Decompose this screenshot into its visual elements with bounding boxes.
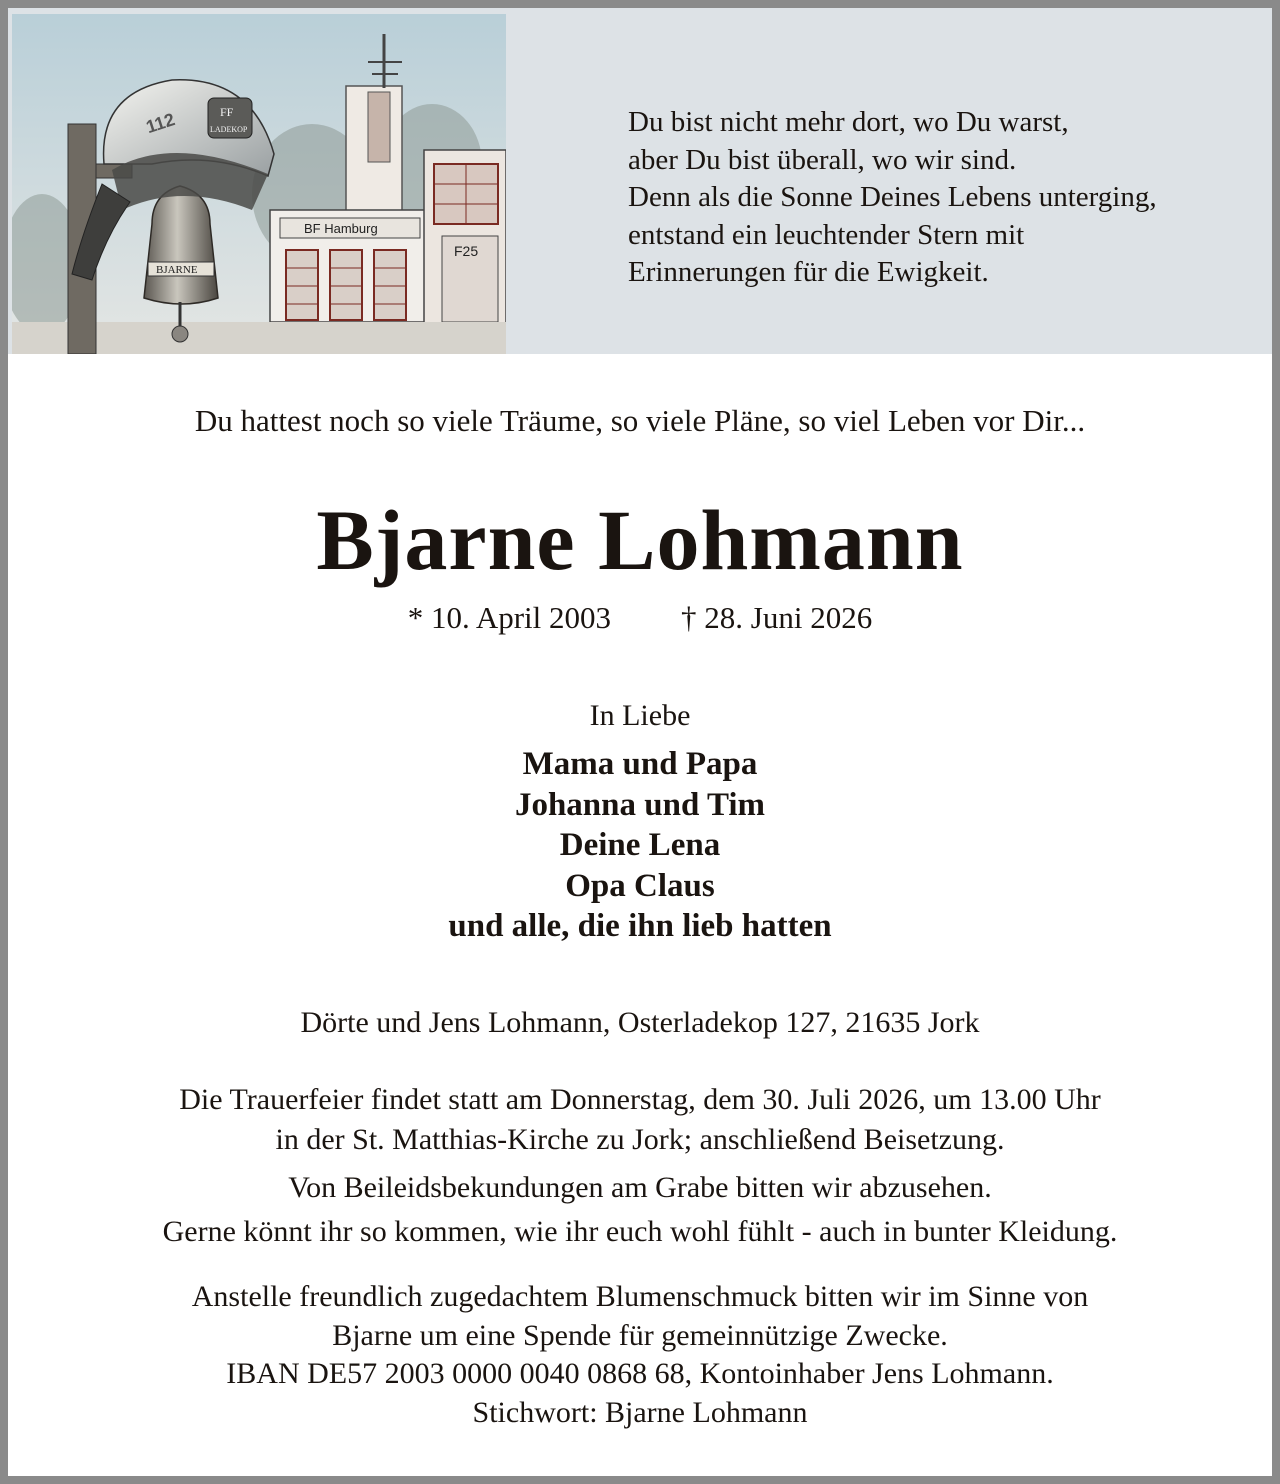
family-address: Dörte und Jens Lohmann, Osterladekop 127, 21635 Jork [300,1006,980,1039]
death-date: † 28. Juni 2026 [681,600,873,635]
service-line: Die Trauerfeier findet statt am Donnerstag, dem 30. Juli 2026, um 13.00 Uhr [179,1083,1101,1116]
mourner-line: und alle, die ihn lieb hatten [448,908,832,944]
mourner-line: Opa Claus [565,867,715,904]
donation-iban: IBAN DE57 2003 0000 0040 0868 68, Kontoinhaber Jens Lohmann. [226,1357,1054,1390]
poem-line: Erinnerungen für die Ewigkeit. [628,256,989,288]
helmet-number-text: 112 [143,109,178,138]
in-love-heading: In Liebe [589,699,691,732]
poem-line: Du bist nicht mehr dort, wo Du warst, [628,106,1069,138]
bell-label-text: BJARNE [156,264,198,276]
mourner-line: Johanna und Tim [514,786,766,823]
firefighter-illustration [12,14,506,354]
poem [628,104,1248,292]
condolence-line: Gerne könnt ihr so kommen, wie ihr euch wohl fühlt - auch in bunter Kleidung. [162,1215,1118,1248]
service-line: in der St. Matthias-Kirche zu Jork; anschließend Beisetzung. [275,1123,1005,1156]
helmet-badge-line1: FF [220,105,234,119]
donation-line: Bjarne um eine Spende für gemeinnützige Zwecke. [332,1318,948,1352]
station-sign-text: BF Hamburg [304,221,378,236]
station-code-text: F25 [454,243,479,259]
mourners-list [8,744,1272,947]
helmet-badge-line2: LADEKOP [210,125,248,134]
condolence-line: Von Beileidsbekundungen am Grabe bitten wir abzusehen. [288,1171,992,1204]
birth-date: * 10. April 2003 [407,600,612,635]
condolence-notes [8,1166,1272,1254]
poem-line: entstand ein leuchtender Stern mit [628,218,1025,251]
poem-line: aber Du bist überall, wo wir sind. [628,143,1017,176]
life-dates [8,596,1272,640]
mourner-line: Mama und Papa [522,746,758,782]
deceased-name: Bjarne Lohmann [316,492,964,588]
subtitle: Du hattest noch so viele Träume, so viele Pläne, so viel Leben vor Dir... [194,403,1086,438]
poem-line: Denn als die Sonne Deines Lebens unterging, [628,181,1157,213]
funeral-service-info [8,1080,1272,1160]
donation-line: Anstelle freundlich zugedachtem Blumenschmuck bitten wir im Sinne von [191,1280,1089,1313]
mourner-line: Deine Lena [559,827,721,863]
donation-keyword: Stichwort: Bjarne Lohmann [472,1395,808,1429]
donation-request [8,1278,1272,1432]
